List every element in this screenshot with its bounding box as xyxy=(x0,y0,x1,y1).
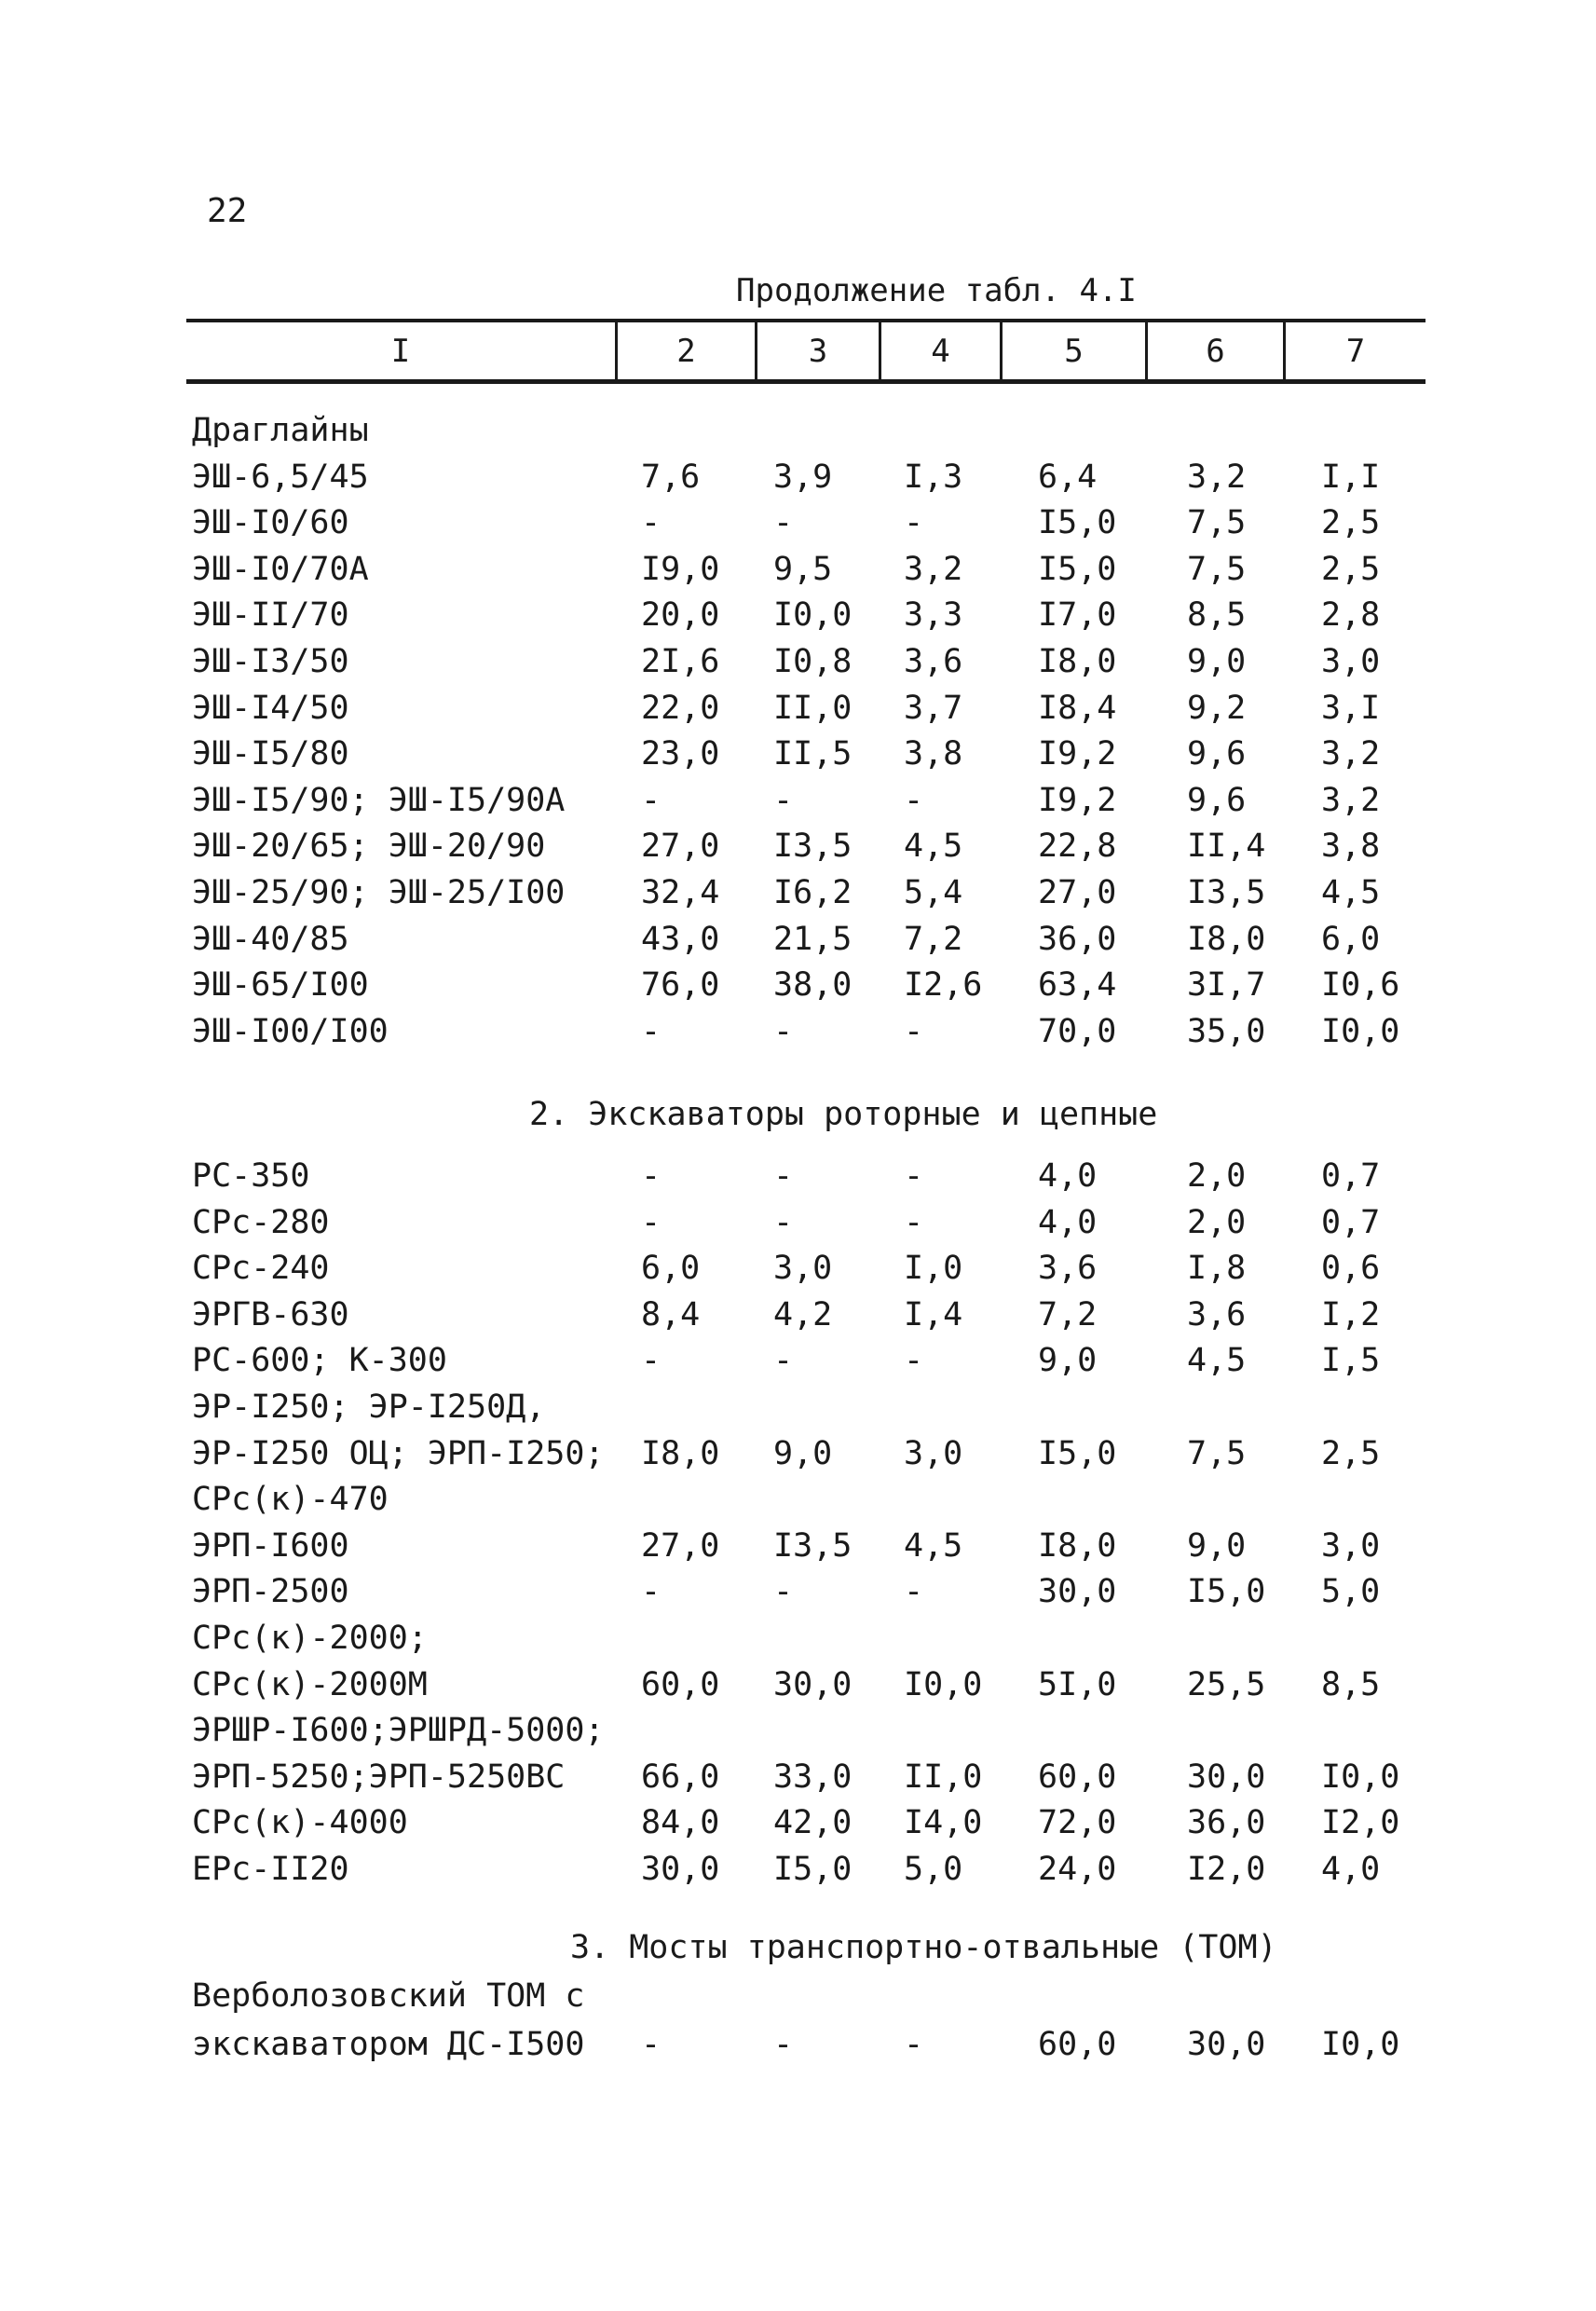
group-label-draglines: Драглайны xyxy=(192,412,369,449)
value-cell-col-5: 3,6 xyxy=(1038,1250,1098,1288)
value-cell-col-3: 9,0 xyxy=(773,1434,833,1472)
value-cell-col-3: - xyxy=(773,2026,794,2063)
value-cell-col-2: 32,4 xyxy=(641,874,720,911)
value-cell-col-2: - xyxy=(641,1157,662,1195)
value-cell-col-2: 43,0 xyxy=(641,920,720,958)
value-cell-col-7: 6,0 xyxy=(1321,920,1381,958)
value-cell-col-7: I0,0 xyxy=(1321,1012,1400,1050)
header-col-5: 5 xyxy=(1064,332,1084,370)
table-row xyxy=(0,870,1596,915)
value-cell-col-6: 9,6 xyxy=(1187,735,1247,773)
value-cell-col-6: 4,5 xyxy=(1187,1342,1247,1380)
value-cell-col-5: 24,0 xyxy=(1038,1851,1117,1888)
value-cell-col-3: 4,2 xyxy=(773,1295,833,1333)
value-cell-col-2: 23,0 xyxy=(641,735,720,773)
value-cell-col-3: 42,0 xyxy=(773,1804,853,1842)
value-cell-col-2: - xyxy=(641,781,662,819)
table-row xyxy=(0,1974,1596,2018)
machine-name-cell: ЭШ-I5/90; ЭШ-I5/90А xyxy=(192,781,566,819)
value-cell-col-2: 76,0 xyxy=(641,966,720,1005)
value-cell-col-4: I,3 xyxy=(904,458,963,496)
machine-name-cell: ЭШ-25/90; ЭШ-25/I00 xyxy=(192,874,566,911)
table-row xyxy=(0,593,1596,637)
table-row xyxy=(0,639,1596,684)
page-number: 22 xyxy=(207,192,248,230)
machine-name-cell: ЭШ-6,5/45 xyxy=(192,458,369,496)
value-cell-col-6: 2,0 xyxy=(1187,1203,1247,1241)
machine-name-cell: ЭШ-I5/80 xyxy=(192,735,349,773)
value-cell-col-5: 30,0 xyxy=(1038,1573,1117,1611)
value-cell-col-5: 60,0 xyxy=(1038,1757,1117,1796)
value-cell-col-5: I5,0 xyxy=(1038,550,1117,588)
value-cell-col-3: I5,0 xyxy=(773,1851,853,1888)
table-row xyxy=(0,1524,1596,1568)
value-cell-col-7: 3,I xyxy=(1321,689,1381,727)
header-col-4: 4 xyxy=(931,332,950,370)
value-cell-col-7: 5,0 xyxy=(1321,1573,1381,1611)
value-cell-col-3: - xyxy=(773,504,794,542)
value-cell-col-3: 33,0 xyxy=(773,1757,853,1796)
value-cell-col-6: 25,5 xyxy=(1187,1665,1266,1703)
value-cell-col-5: 6,4 xyxy=(1038,458,1098,496)
value-cell-col-4: 3,0 xyxy=(904,1434,963,1472)
value-cell-col-6: 8,5 xyxy=(1187,596,1247,635)
value-cell-col-7: 2,5 xyxy=(1321,1434,1381,1472)
value-cell-col-4: 5,0 xyxy=(904,1851,963,1888)
value-cell-col-5: I5,0 xyxy=(1038,504,1117,542)
value-cell-col-4: - xyxy=(904,2026,924,2063)
machine-name-cell: ЭШ-I4/50 xyxy=(192,689,349,727)
value-cell-col-2: 20,0 xyxy=(641,596,720,635)
value-cell-col-5: I8,0 xyxy=(1038,643,1117,680)
table-row xyxy=(0,1200,1596,1245)
table-row xyxy=(0,1847,1596,1892)
machine-name-cell: ЭШ-65/I00 xyxy=(192,966,369,1005)
value-cell-col-5: 9,0 xyxy=(1038,1342,1098,1380)
value-cell-col-3: I3,5 xyxy=(773,827,853,866)
table-row xyxy=(0,963,1596,1007)
value-cell-col-7: 8,5 xyxy=(1321,1665,1381,1703)
value-cell-col-6: 35,0 xyxy=(1187,1012,1266,1050)
value-cell-col-4: I2,6 xyxy=(904,966,983,1005)
machine-name-cell: РС-600; К-300 xyxy=(192,1342,447,1380)
table-row xyxy=(0,917,1596,962)
value-cell-col-3: - xyxy=(773,1342,794,1380)
value-cell-col-6: I3,5 xyxy=(1187,874,1266,911)
value-cell-col-6: 9,2 xyxy=(1187,689,1247,727)
value-cell-col-5: 60,0 xyxy=(1038,2026,1117,2063)
value-cell-col-7: 2,5 xyxy=(1321,550,1381,588)
value-cell-col-5: 4,0 xyxy=(1038,1157,1098,1195)
table-row xyxy=(0,824,1596,868)
header-col-1: I xyxy=(390,332,411,370)
value-cell-col-2: I9,0 xyxy=(641,550,720,588)
value-cell-col-6: I8,0 xyxy=(1187,920,1266,958)
value-cell-col-3: 9,5 xyxy=(773,550,833,588)
section-title-rotary: 2. Экскаваторы роторные и цепные xyxy=(529,1096,1158,1133)
value-cell-col-3: 3,9 xyxy=(773,458,833,496)
header-col-3: 3 xyxy=(808,332,828,370)
table-row xyxy=(0,1755,1596,1799)
value-cell-col-4: - xyxy=(904,781,924,819)
value-cell-col-4: - xyxy=(904,1203,924,1241)
value-cell-col-7: 3,2 xyxy=(1321,735,1381,773)
value-cell-col-3: I3,5 xyxy=(773,1526,853,1565)
value-cell-col-5: 70,0 xyxy=(1038,1012,1117,1050)
machine-name-cell: СРс(к)-470 xyxy=(192,1481,389,1519)
table-row xyxy=(0,1246,1596,1291)
value-cell-col-7: 4,5 xyxy=(1321,874,1381,911)
value-cell-col-2: 8,4 xyxy=(641,1295,701,1333)
value-cell-col-7: 3,2 xyxy=(1321,781,1381,819)
value-cell-col-7: 3,8 xyxy=(1321,827,1381,866)
value-cell-col-4: - xyxy=(904,1573,924,1611)
value-cell-col-3: I0,0 xyxy=(773,596,853,635)
value-cell-col-4: 3,2 xyxy=(904,550,963,588)
value-cell-col-2: 2I,6 xyxy=(641,643,720,680)
machine-name-cell: ЭРП-5250;ЭРП-5250ВС xyxy=(192,1757,566,1796)
header-col-2: 2 xyxy=(676,332,696,370)
value-cell-col-2: 6,0 xyxy=(641,1250,701,1288)
value-cell-col-5: 63,4 xyxy=(1038,966,1117,1005)
value-cell-col-7: 0,7 xyxy=(1321,1157,1381,1195)
value-cell-col-7: I,I xyxy=(1321,458,1381,496)
value-cell-col-3: - xyxy=(773,1012,794,1050)
value-cell-col-2: - xyxy=(641,1012,662,1050)
table-row xyxy=(0,1154,1596,1198)
value-cell-col-2: - xyxy=(641,504,662,542)
value-cell-col-7: 0,7 xyxy=(1321,1203,1381,1241)
value-cell-col-6: I5,0 xyxy=(1187,1573,1266,1611)
machine-name-cell: ЭШ-I0/60 xyxy=(192,504,349,542)
value-cell-col-5: 22,8 xyxy=(1038,827,1117,866)
value-cell-col-4: I0,0 xyxy=(904,1665,983,1703)
value-cell-col-4: 4,5 xyxy=(904,827,963,866)
machine-name-cell: ЭШ-I3/50 xyxy=(192,643,349,680)
value-cell-col-6: I2,0 xyxy=(1187,1851,1266,1888)
value-cell-col-6: 9,0 xyxy=(1187,643,1247,680)
value-cell-col-4: 5,4 xyxy=(904,874,963,911)
value-cell-col-6: 3I,7 xyxy=(1187,966,1266,1005)
machine-name-cell: ЭШ-20/65; ЭШ-20/90 xyxy=(192,827,546,866)
value-cell-col-6: 30,0 xyxy=(1187,2026,1266,2063)
table-row xyxy=(0,1292,1596,1337)
value-cell-col-4: 4,5 xyxy=(904,1526,963,1565)
machine-name-cell: ЭРГВ-630 xyxy=(192,1295,349,1333)
value-cell-col-3: II,5 xyxy=(773,735,853,773)
machine-name-cell: СРс(к)-2000М xyxy=(192,1665,428,1703)
value-cell-col-7: I2,0 xyxy=(1321,1804,1400,1842)
machine-name-cell: экскаватором ДС-I500 xyxy=(192,2026,585,2063)
value-cell-col-2: 7,6 xyxy=(641,458,701,496)
value-cell-col-7: 0,6 xyxy=(1321,1250,1381,1288)
value-cell-col-4: - xyxy=(904,1157,924,1195)
machine-name-cell: РС-350 xyxy=(192,1157,310,1195)
value-cell-col-6: II,4 xyxy=(1187,827,1266,866)
value-cell-col-4: 3,6 xyxy=(904,643,963,680)
table-row xyxy=(0,732,1596,776)
table-row xyxy=(0,778,1596,823)
table-row xyxy=(0,1569,1596,1614)
value-cell-col-6: 9,6 xyxy=(1187,781,1247,819)
value-cell-col-6: 3,6 xyxy=(1187,1295,1247,1333)
value-cell-col-6: 36,0 xyxy=(1187,1804,1266,1842)
value-cell-col-7: 2,8 xyxy=(1321,596,1381,635)
value-cell-col-4: I4,0 xyxy=(904,1804,983,1842)
machine-name-cell: ЕРс-II20 xyxy=(192,1851,349,1888)
value-cell-col-6: 9,0 xyxy=(1187,1526,1247,1565)
value-cell-col-5: 5I,0 xyxy=(1038,1665,1117,1703)
header-col-6: 6 xyxy=(1206,332,1225,370)
value-cell-col-6: 7,5 xyxy=(1187,1434,1247,1472)
value-cell-col-2: 27,0 xyxy=(641,827,720,866)
value-cell-col-3: 38,0 xyxy=(773,966,853,1005)
machine-name-cell: СРс(к)-2000; xyxy=(192,1620,428,1657)
value-cell-col-3: - xyxy=(773,781,794,819)
value-cell-col-7: 2,5 xyxy=(1321,504,1381,542)
value-cell-col-4: I,0 xyxy=(904,1250,963,1288)
value-cell-col-5: I9,2 xyxy=(1038,781,1117,819)
table-row xyxy=(0,500,1596,545)
table-row xyxy=(0,547,1596,592)
value-cell-col-5: I8,0 xyxy=(1038,1526,1117,1565)
value-cell-col-3: 21,5 xyxy=(773,920,853,958)
value-cell-col-3: - xyxy=(773,1157,794,1195)
value-cell-col-6: 30,0 xyxy=(1187,1757,1266,1796)
value-cell-col-4: 3,3 xyxy=(904,596,963,635)
value-cell-col-2: 27,0 xyxy=(641,1526,720,1565)
table-row xyxy=(0,1338,1596,1383)
value-cell-col-5: 72,0 xyxy=(1038,1804,1117,1842)
value-cell-col-5: 36,0 xyxy=(1038,920,1117,958)
machine-name-cell: ЭРП-I600 xyxy=(192,1526,349,1565)
value-cell-col-4: - xyxy=(904,504,924,542)
machine-name-cell: СРс(к)-4000 xyxy=(192,1804,408,1842)
table-row xyxy=(0,1708,1596,1753)
value-cell-col-4: - xyxy=(904,1012,924,1050)
machine-name-cell: ЭШ-I0/70А xyxy=(192,550,369,588)
value-cell-col-4: II,0 xyxy=(904,1757,983,1796)
value-cell-col-2: 60,0 xyxy=(641,1665,720,1703)
value-cell-col-3: - xyxy=(773,1203,794,1241)
value-cell-col-2: 66,0 xyxy=(641,1757,720,1796)
value-cell-col-7: I0,6 xyxy=(1321,966,1400,1005)
value-cell-col-3: 30,0 xyxy=(773,1665,853,1703)
value-cell-col-2: 30,0 xyxy=(641,1851,720,1888)
table-row xyxy=(0,1662,1596,1707)
table-row xyxy=(0,2022,1596,2067)
table-row xyxy=(0,455,1596,499)
value-cell-col-7: 4,0 xyxy=(1321,1851,1381,1888)
value-cell-col-4: 3,7 xyxy=(904,689,963,727)
value-cell-col-4: 3,8 xyxy=(904,735,963,773)
machine-name-cell: СРс-280 xyxy=(192,1203,330,1241)
table-row xyxy=(0,1385,1596,1429)
value-cell-col-7: I,2 xyxy=(1321,1295,1381,1333)
value-cell-col-7: I,5 xyxy=(1321,1342,1381,1380)
value-cell-col-2: I8,0 xyxy=(641,1434,720,1472)
table-row xyxy=(0,1009,1596,1054)
value-cell-col-5: I8,4 xyxy=(1038,689,1117,727)
table-row xyxy=(0,1431,1596,1476)
machine-name-cell: ЭШ-II/70 xyxy=(192,596,349,635)
value-cell-col-5: I9,2 xyxy=(1038,735,1117,773)
value-cell-col-7: 3,0 xyxy=(1321,643,1381,680)
machine-name-cell: ЭРП-2500 xyxy=(192,1573,349,1611)
value-cell-col-3: - xyxy=(773,1573,794,1611)
table-row xyxy=(0,1616,1596,1661)
value-cell-col-5: I5,0 xyxy=(1038,1434,1117,1472)
value-cell-col-3: I0,8 xyxy=(773,643,853,680)
value-cell-col-3: I6,2 xyxy=(773,874,853,911)
table-row xyxy=(0,686,1596,731)
value-cell-col-6: 2,0 xyxy=(1187,1157,1247,1195)
value-cell-col-3: 3,0 xyxy=(773,1250,833,1288)
value-cell-col-7: I0,0 xyxy=(1321,2026,1400,2063)
table-row xyxy=(0,1477,1596,1522)
header-bottom-rule xyxy=(186,379,1425,384)
section-title-bridges: 3. Мосты транспортно-отвальные (ТОМ) xyxy=(570,1929,1277,1966)
value-cell-col-6: 3,2 xyxy=(1187,458,1247,496)
machine-name-cell: ЭШ-40/85 xyxy=(192,920,349,958)
value-cell-col-2: 84,0 xyxy=(641,1804,720,1842)
value-cell-col-5: I7,0 xyxy=(1038,596,1117,635)
machine-name-cell: ЭР-I250 ОЦ; ЭРП-I250; xyxy=(192,1434,605,1472)
value-cell-col-2: - xyxy=(641,1342,662,1380)
value-cell-col-6: I,8 xyxy=(1187,1250,1247,1288)
value-cell-col-2: - xyxy=(641,2026,662,2063)
value-cell-col-3: II,0 xyxy=(773,689,853,727)
value-cell-col-4: - xyxy=(904,1342,924,1380)
machine-name-cell: ЭРШР-I600;ЭРШРД-5000; xyxy=(192,1712,605,1750)
machine-name-cell: Верболозовский ТОМ с xyxy=(192,1977,585,2015)
machine-name-cell: ЭР-I250; ЭР-I250Д, xyxy=(192,1388,546,1426)
value-cell-col-5: 7,2 xyxy=(1038,1295,1098,1333)
value-cell-col-2: - xyxy=(641,1203,662,1241)
machine-name-cell: ЭШ-I00/I00 xyxy=(192,1012,389,1050)
table-header xyxy=(186,319,1425,384)
value-cell-col-6: 7,5 xyxy=(1187,550,1247,588)
value-cell-col-4: 7,2 xyxy=(904,920,963,958)
value-cell-col-5: 27,0 xyxy=(1038,874,1117,911)
value-cell-col-6: 7,5 xyxy=(1187,504,1247,542)
value-cell-col-2: - xyxy=(641,1573,662,1611)
table-row xyxy=(0,1800,1596,1845)
table-caption: Продолжение табл. 4.I xyxy=(736,272,1137,309)
value-cell-col-2: 22,0 xyxy=(641,689,720,727)
value-cell-col-7: I0,0 xyxy=(1321,1757,1400,1796)
value-cell-col-7: 3,0 xyxy=(1321,1526,1381,1565)
header-col-7: 7 xyxy=(1345,332,1366,370)
value-cell-col-5: 4,0 xyxy=(1038,1203,1098,1241)
value-cell-col-4: I,4 xyxy=(904,1295,963,1333)
machine-name-cell: СРс-240 xyxy=(192,1250,330,1288)
